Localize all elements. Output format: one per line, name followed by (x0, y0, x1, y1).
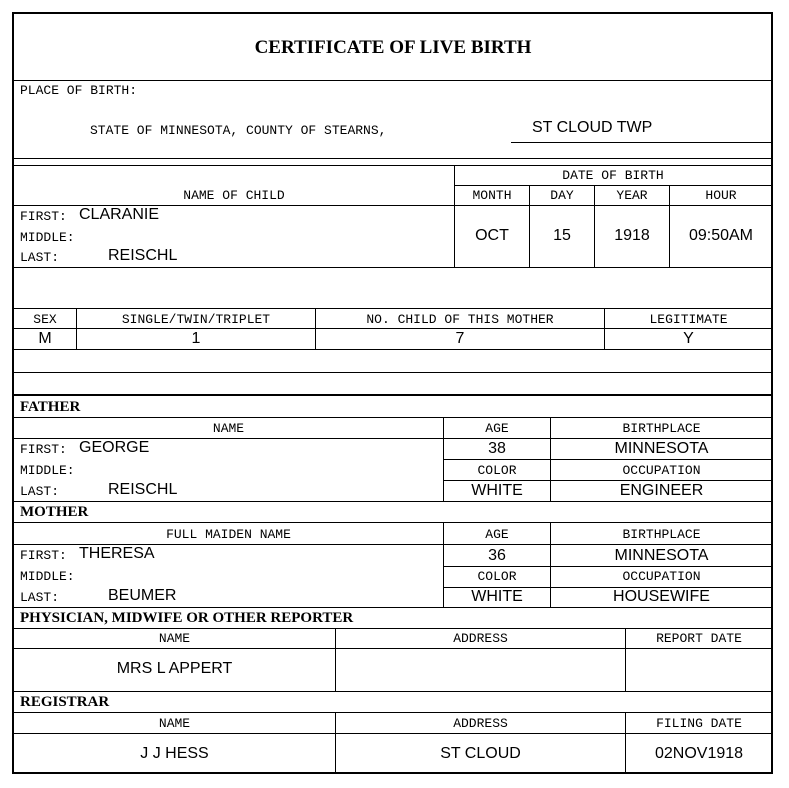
physician-name-label: NAME (158, 631, 191, 646)
place-of-birth-label: PLACE OF BIRTH: (20, 83, 138, 98)
father-middle-label: MIDDLE: (20, 463, 75, 478)
father-section-label: FATHER (20, 399, 81, 415)
mother-name-label: FULL MAIDEN NAME (166, 527, 291, 542)
hour-label: HOUR (705, 188, 737, 203)
mother-color-label: COLOR (477, 569, 517, 584)
sex-label: SEX (33, 312, 57, 327)
birth-day: 15 (553, 227, 571, 244)
father-name-label: NAME (212, 421, 245, 436)
father-occupation: ENGINEER (619, 482, 704, 499)
rule-details-header (13, 328, 773, 329)
father-age: 38 (488, 440, 506, 457)
rule-father-bottom (13, 501, 773, 502)
father-occupation-label: OCCUPATION (622, 463, 701, 478)
certificate-title: CERTIFICATE OF LIVE BIRTH (254, 37, 532, 58)
year-label: YEAR (616, 188, 648, 203)
legitimate-label: LEGITIMATE (649, 312, 728, 327)
registrar-address: ST CLOUD (440, 745, 521, 762)
rule-father-age-row (443, 459, 773, 460)
rule-mother-bottom (13, 607, 773, 608)
father-age-label: AGE (485, 421, 509, 436)
state-county-text: STATE OF MINNESOTA, COUNTY OF STEARNS, (90, 123, 387, 138)
father-birthplace: MINNESOTA (614, 440, 709, 457)
mother-age: 36 (488, 547, 506, 564)
registrar-section-label: REGISTRAR (20, 694, 110, 710)
rule-physician-bottom (13, 691, 773, 692)
child-number-label: NO. CHILD OF THIS MOTHER (366, 312, 554, 327)
child-first-name: CLARANIE (79, 206, 160, 223)
mother-birthplace: MINNESOTA (614, 547, 709, 564)
father-last-label: LAST: (20, 484, 60, 499)
rule-details-bottom (13, 349, 773, 350)
filing-date: 02NOV1918 (654, 745, 744, 762)
mother-first-name: THERESA (79, 545, 155, 562)
plurality-label: SINGLE/TWIN/TRIPLET (121, 312, 271, 327)
child-last-name: REISCHL (108, 247, 178, 264)
physician-name: MRS L APPERT (116, 660, 233, 677)
registrar-name: J J HESS (140, 745, 209, 762)
mother-birthplace-label: BIRTHPLACE (622, 527, 701, 542)
physician-section-label: PHYSICIAN, MIDWIFE OR OTHER REPORTER (20, 610, 354, 626)
filing-date-label: FILING DATE (656, 716, 742, 731)
child-last-label: LAST: (20, 250, 60, 265)
birth-hour: 09:50AM (688, 227, 754, 244)
day-label: DAY (550, 188, 574, 203)
father-first-name: GEORGE (79, 439, 150, 456)
child-first-label: FIRST: (20, 209, 67, 224)
report-date-label: REPORT DATE (656, 631, 742, 646)
date-of-birth-label: DATE OF BIRTH (562, 168, 664, 183)
physician-address-label: ADDRESS (453, 631, 508, 646)
rule-mother-age-row (443, 566, 773, 567)
birth-month: OCT (475, 227, 509, 244)
father-first-label: FIRST: (20, 442, 67, 457)
rule-physician-section (13, 628, 773, 629)
mother-last-name: BEUMER (108, 587, 177, 604)
mother-color: WHITE (471, 588, 523, 605)
mother-first-label: FIRST: (20, 548, 67, 563)
plurality-value: 1 (191, 330, 201, 347)
rule-details-top (13, 308, 773, 309)
rule-dob-header (454, 185, 772, 186)
child-number-value: 7 (455, 330, 465, 347)
sex-value: M (38, 330, 52, 347)
name-of-child-label: NAME OF CHILD (183, 188, 285, 203)
rule-physician-header (13, 648, 773, 649)
rule-registrar-header (13, 733, 773, 734)
township-value: ST CLOUD TWP (532, 119, 653, 136)
mother-middle-label: MIDDLE: (20, 569, 75, 584)
rule-registrar-section (13, 712, 773, 713)
township-underline (511, 142, 771, 143)
rule-gap-2 (13, 394, 773, 396)
father-color: WHITE (471, 482, 523, 499)
month-label: MONTH (472, 188, 512, 203)
registrar-name-label: NAME (158, 716, 191, 731)
legitimate-value: Y (683, 330, 694, 347)
mother-age-label: AGE (485, 527, 509, 542)
mother-occupation-label: OCCUPATION (622, 569, 701, 584)
rule-father-section (13, 417, 773, 418)
mother-occupation: HOUSEWIFE (613, 588, 710, 605)
rule-father-color-row (443, 480, 773, 481)
mother-last-label: LAST: (20, 590, 60, 605)
rule-mother-section (13, 522, 773, 523)
birth-year: 1918 (614, 227, 650, 244)
rule-title (13, 80, 773, 81)
father-birthplace-label: BIRTHPLACE (622, 421, 701, 436)
registrar-address-label: ADDRESS (453, 716, 508, 731)
father-color-label: COLOR (477, 463, 517, 478)
rule-gap-1 (13, 372, 773, 373)
rule-child-bottom (13, 267, 773, 268)
rule-place-double (13, 165, 773, 166)
mother-section-label: MOTHER (20, 504, 89, 520)
rule-place (13, 158, 773, 159)
child-middle-label: MIDDLE: (20, 230, 75, 245)
father-last-name: REISCHL (108, 481, 178, 498)
